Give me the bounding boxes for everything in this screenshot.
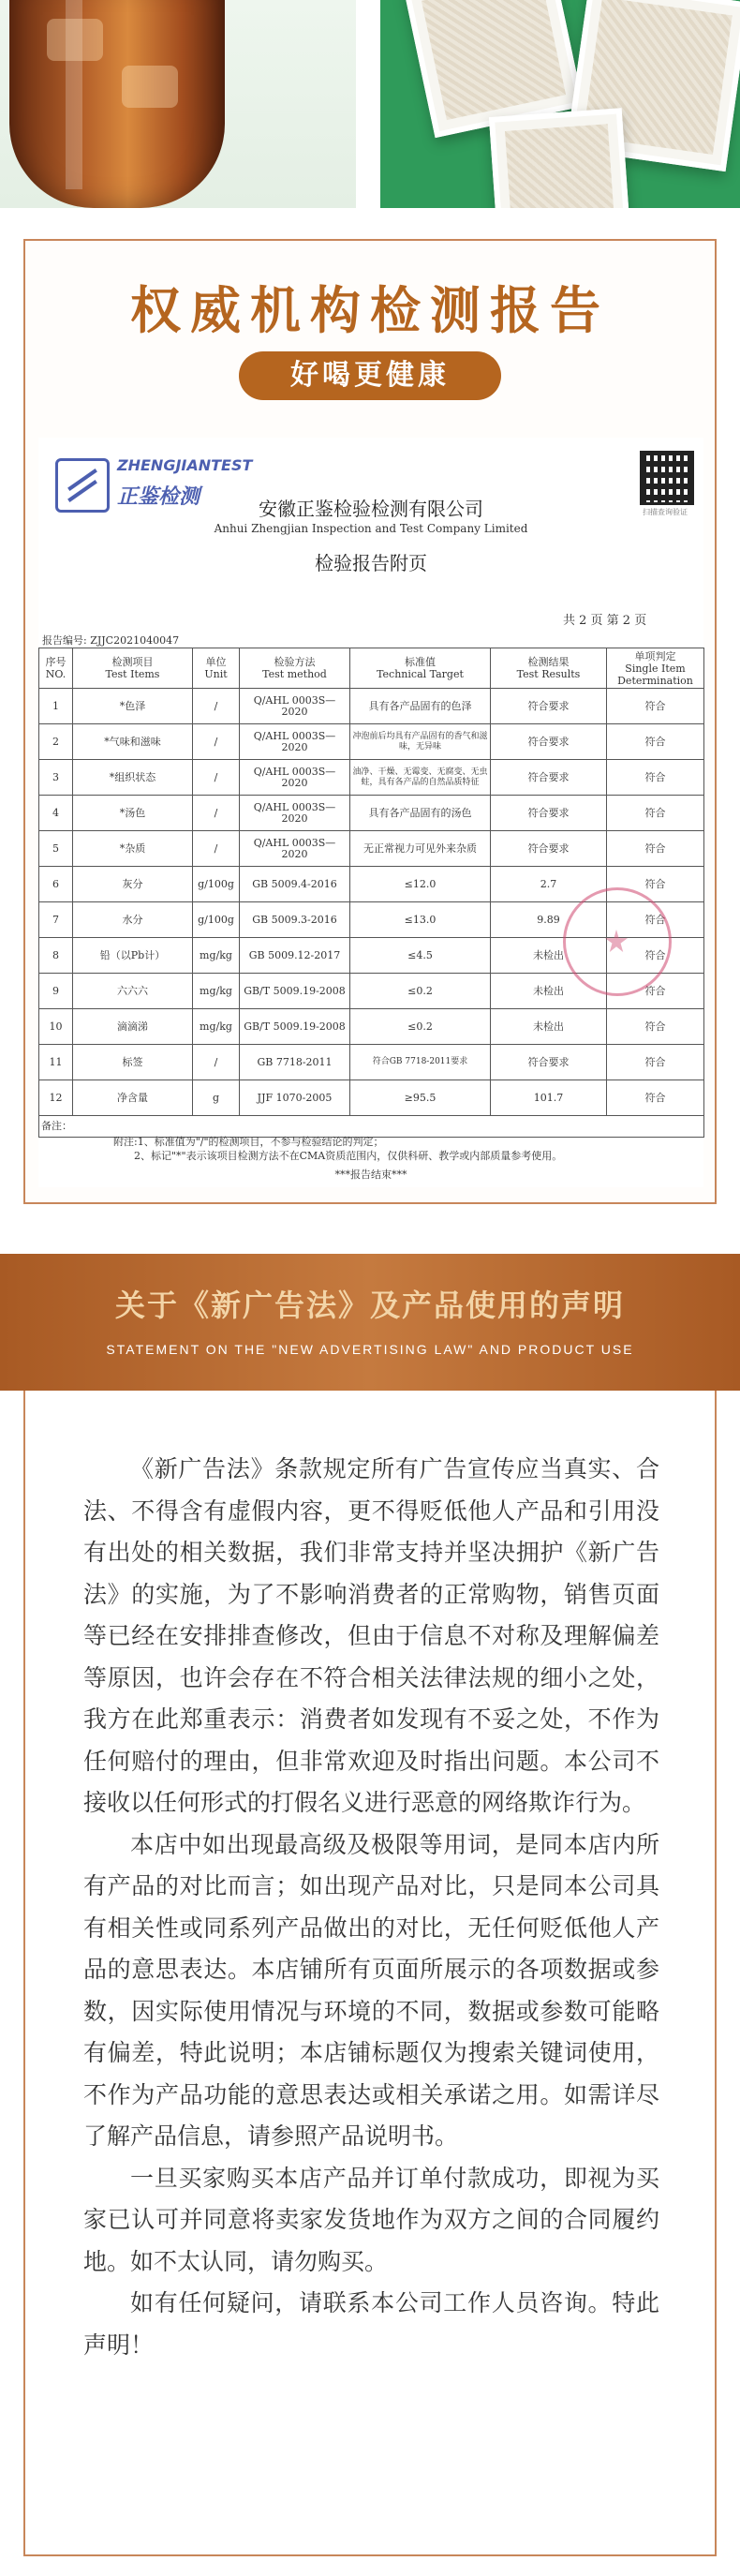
table-cell: mg/kg [193, 974, 240, 1009]
table-cell: ≤4.5 [350, 938, 491, 974]
table-cell: mg/kg [193, 1009, 240, 1045]
table-cell: 灰分 [73, 867, 193, 902]
table-cell: 符合 [607, 831, 704, 867]
table-cell: 无正常视力可见外来杂质 [350, 831, 491, 867]
table-cell: 滴滴涕 [73, 1009, 193, 1045]
inspection-report [38, 438, 703, 1187]
product-photo-strip [0, 0, 740, 208]
table-cell: / [193, 689, 240, 724]
table-cell: / [193, 831, 240, 867]
table-cell: 2.7 [491, 867, 607, 902]
col-header: 检验方法 Test method [240, 648, 350, 689]
table-cell: 符合 [607, 724, 704, 760]
table-cell: 9 [39, 974, 73, 1009]
official-seal-icon [563, 887, 672, 996]
statement-section [23, 1391, 717, 2556]
col-header: 标准值 Technical Target [350, 648, 491, 689]
table-cell: / [193, 1045, 240, 1080]
table-row [39, 1045, 704, 1080]
table-cell: 4 [39, 796, 73, 831]
table-cell: 水分 [73, 902, 193, 938]
statement-paragraph: 本店中如出现最高级及极限等用词，是同本店内所有产品的对比而言；如出现产品对比，只是同本公司具有相关性或同系列产品做出的对比，无任何贬低他人产品的意思表达。本店铺所有页面所展示的各项数据或参数，因实际使用情况与环境的不同，数据或参数可能略有偏差，特此说明；本店铺标题仅为搜索关键词使用，不作为产品功能的意思表达或相关承诺之用。如需详尽了解产品信息，请参照产品说明书。 [83, 1830, 659, 2150]
table-cell: 符合要求 [491, 796, 607, 831]
qr-caption: 扫描查询验证 [643, 508, 688, 516]
table-cell: JJF 1070-2005 [240, 1080, 350, 1116]
table-cell: 符合 [607, 902, 704, 938]
table-cell: 7 [39, 902, 73, 938]
table-cell: Q/AHL 0003S—2020 [240, 724, 350, 760]
col-header: 检测项目 Test Items [73, 648, 193, 689]
footnote-line: 附注:1、标准值为"/"的检测项目，不参与检验结论的判定； [113, 1136, 384, 1148]
report-subtitle: 检验报告附页 [315, 552, 427, 574]
table-cell: ≤0.2 [350, 974, 491, 1009]
table-cell: / [193, 796, 240, 831]
table-cell: 净含量 [73, 1080, 193, 1116]
table-remark: 备注： [39, 1116, 704, 1138]
table-row [39, 724, 704, 760]
table-cell: g/100g [193, 902, 240, 938]
company-name-english: Anhui Zhengjian Inspection and Test Company Limited [214, 522, 528, 535]
logo-chinese: 正鉴检测 [117, 485, 200, 509]
table-row [39, 689, 704, 724]
company-name: 安徽正鉴检验检测有限公司 [259, 498, 483, 520]
table-cell: GB 5009.12-2017 [240, 938, 350, 974]
table-cell: ≤0.2 [350, 1009, 491, 1045]
table-cell: 未检出 [491, 1009, 607, 1045]
table-cell: 符合 [607, 867, 704, 902]
table-cell: *杂质 [73, 831, 193, 867]
table-cell: GB 7718-2011 [240, 1045, 350, 1080]
table-cell: 符合 [607, 689, 704, 724]
table-cell: 冲泡前后均具有产品固有的香气和滋味，无异味 [350, 724, 491, 760]
table-cell: 铅（以Pb计） [73, 938, 193, 974]
table-row [39, 831, 704, 867]
table-cell: 3 [39, 760, 73, 796]
page-number: 共 2 页 第 2 页 [563, 614, 647, 628]
certificate-section [23, 239, 717, 1204]
table-cell: / [193, 724, 240, 760]
qr-code-icon [640, 451, 694, 505]
table-cell: 未检出 [491, 938, 607, 974]
table-cell: GB/T 5009.19-2008 [240, 974, 350, 1009]
table-cell: 未检出 [491, 974, 607, 1009]
table-cell: 11 [39, 1045, 73, 1080]
table-cell: 符合 [607, 1009, 704, 1045]
statement-banner-title: 关于《新广告法》及产品使用的声明 [114, 1288, 625, 1323]
table-cell: 5 [39, 831, 73, 867]
table-cell: 具有各产品固有的色泽 [350, 689, 491, 724]
table-cell: GB/T 5009.19-2008 [240, 1009, 350, 1045]
certificate-badge: 好喝更健康 [239, 351, 501, 400]
statement-paragraph: 如有任何疑问，请联系本公司工作人员咨询。特此声明！ [83, 2289, 659, 2359]
table-cell: 符合要求 [491, 760, 607, 796]
table-cell: 1 [39, 689, 73, 724]
report-footnote [113, 1135, 562, 1163]
table-cell: 符合要求 [491, 724, 607, 760]
col-header: 单项判定 Single Item Determination [607, 648, 704, 689]
table-cell: 符合 [607, 760, 704, 796]
tea-glass-photo [0, 0, 356, 208]
table-row [39, 1009, 704, 1045]
table-cell: 符合要求 [491, 689, 607, 724]
table-cell: GB 5009.4-2016 [240, 867, 350, 902]
report-number: 报告编号: ZJJC2021040047 [42, 634, 180, 647]
table-cell: 六六六 [73, 974, 193, 1009]
logo-english: ZHENGJIANTEST [117, 456, 253, 474]
table-cell: ≥95.5 [350, 1080, 491, 1116]
table-cell: 12 [39, 1080, 73, 1116]
table-cell: g/100g [193, 867, 240, 902]
table-cell: *汤色 [73, 796, 193, 831]
table-cell: 符合 [607, 1080, 704, 1116]
table-cell: Q/AHL 0003S—2020 [240, 689, 350, 724]
report-end-mark: ***报告结束*** [334, 1169, 407, 1181]
col-header: 检测结果 Test Results [491, 648, 607, 689]
statement-banner-subtitle: STATEMENT ON THE "NEW ADVERTISING LAW" AND PRODUCT USE [106, 1342, 634, 1357]
certificate-title: 权威机构检测报告 [130, 281, 610, 340]
table-cell: 符合 [607, 974, 704, 1009]
teabag-photo [380, 0, 740, 208]
table-cell: 标签 [73, 1045, 193, 1080]
table-cell: 符合 [607, 938, 704, 974]
table-cell: 6 [39, 867, 73, 902]
statement-body [83, 1449, 659, 2366]
table-cell: 符合要求 [491, 831, 607, 867]
table-row [39, 1080, 704, 1116]
table-cell: Q/AHL 0003S—2020 [240, 831, 350, 867]
statement-banner [0, 1254, 740, 1391]
table-cell: ≤12.0 [350, 867, 491, 902]
table-cell: *组织状态 [73, 760, 193, 796]
statement-paragraph: 《新广告法》条款规定所有广告宣传应当真实、合法、不得含有虚假内容，更不得贬低他人产品和引用没有出处的相关数据，我们非常支持并坚决拥护《新广告法》的实施，为了不影响消费者的正常购物，销售页面等已经在安排排查修改，但由于信息不对称及理解偏差等原因，也许会存在不符合相关法律法规的细小之处，我方在此郑重表示：消费者如发现有不妥之处，不作为任何赔付的理由，但非常欢迎及时指出问题。本公司不接收以任何形式的打假名义进行恶意的网络欺诈行为。 [83, 1455, 659, 1816]
table-cell: Q/AHL 0003S—2020 [240, 796, 350, 831]
table-row [39, 796, 704, 831]
table-cell: 10 [39, 1009, 73, 1045]
table-cell: 油净、干燥、无霉变、无腐变、无虫蛀，具有各产品的自然品质特征 [350, 760, 491, 796]
table-row [39, 760, 704, 796]
table-cell: Q/AHL 0003S—2020 [240, 760, 350, 796]
table-cell: mg/kg [193, 938, 240, 974]
teabag [489, 108, 629, 208]
table-cell: 2 [39, 724, 73, 760]
table-cell: 符合要求 [491, 1045, 607, 1080]
table-cell: / [193, 760, 240, 796]
footnote-line: 2、标记"*"表示该项目检测方法不在CMA资质范围内，仅供科研、教学或内部质量参考使用。 [134, 1150, 563, 1162]
tea-glass [9, 0, 225, 208]
col-header: 单位 Unit [193, 648, 240, 689]
table-cell: 101.7 [491, 1080, 607, 1116]
table-cell: 具有各产品固有的汤色 [350, 796, 491, 831]
table-cell: ≤13.0 [350, 902, 491, 938]
table-cell: 符合 [607, 796, 704, 831]
table-cell: *气味和滋味 [73, 724, 193, 760]
table-cell: *色泽 [73, 689, 193, 724]
table-cell: g [193, 1080, 240, 1116]
col-header: 序号 NO. [39, 648, 73, 689]
table-header-row [39, 648, 704, 689]
table-cell: GB 5009.3-2016 [240, 902, 350, 938]
table-cell: 符合 [607, 1045, 704, 1080]
table-cell: 符合GB 7718-2011要求 [350, 1045, 491, 1080]
table-cell: 9.89 [491, 902, 607, 938]
statement-paragraph: 一旦买家购买本店产品并订单付款成功，即视为买家已认可并同意将卖家发货地作为双方之间的合同履约地。如不太认同，请勿购买。 [83, 2164, 659, 2275]
table-cell: 8 [39, 938, 73, 974]
